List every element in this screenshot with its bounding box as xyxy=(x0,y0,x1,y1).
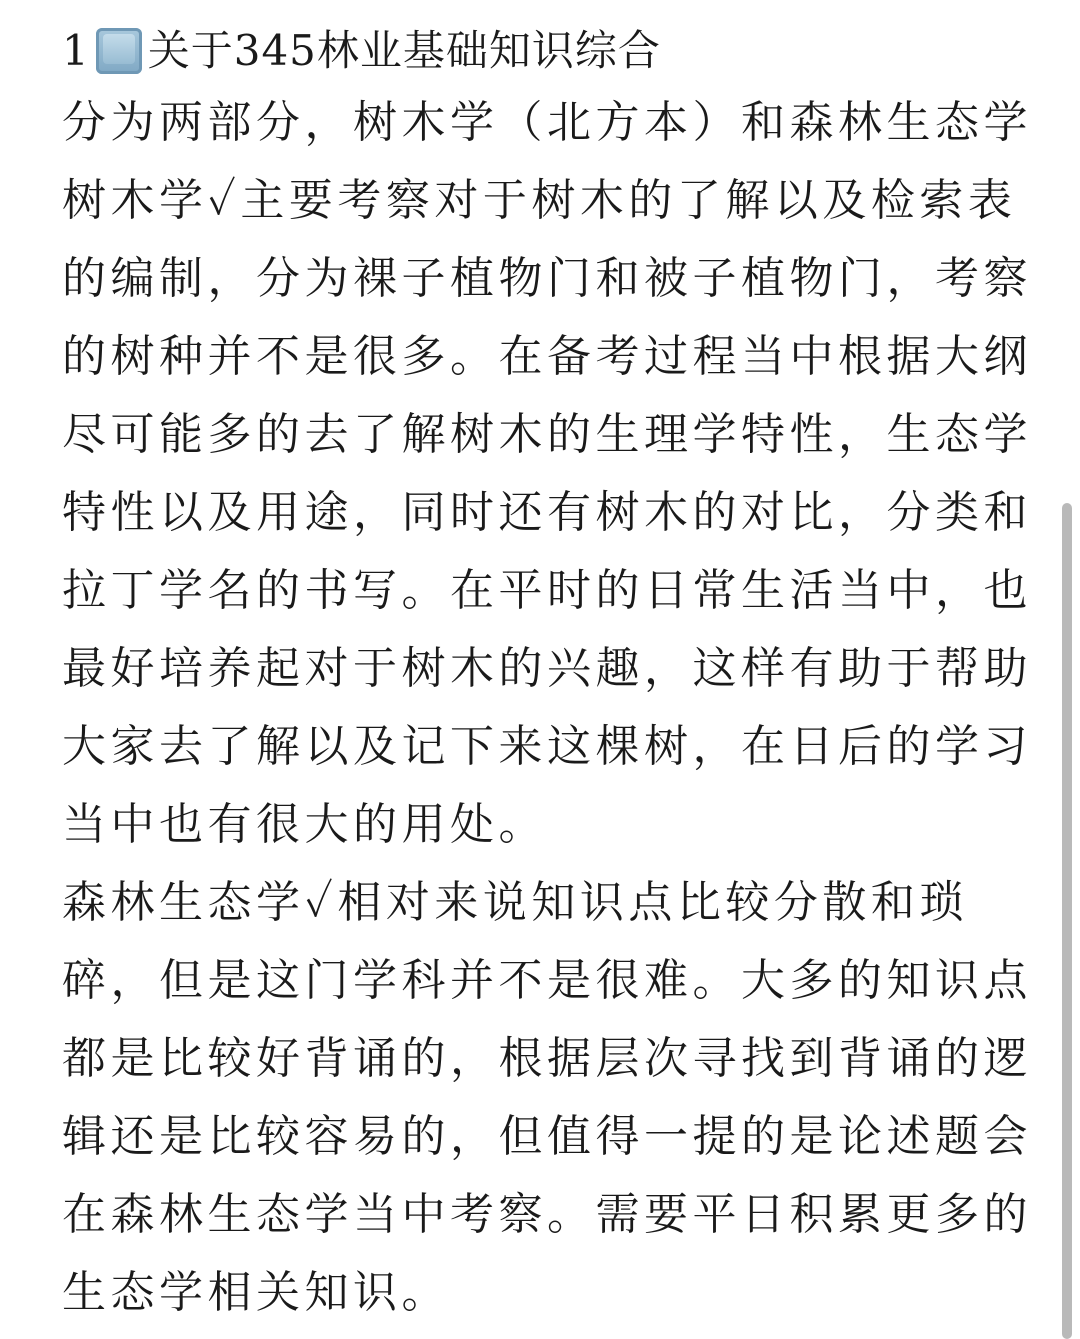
scrollbar[interactable] xyxy=(1060,0,1072,1339)
paragraph-forest-ecology xyxy=(62,864,1032,1332)
paragraph-dendrology xyxy=(62,84,1032,864)
text-line: 都是比较好背诵的，根据层次寻找到背诵的逻 xyxy=(62,1033,1032,1084)
text-line: 拉丁学名的书写。在平时的日常生活当中，也 xyxy=(62,565,1032,616)
text-line: 分为两部分，树木学（北方本）和森林生态学 xyxy=(62,97,1032,148)
text-line: 特性以及用途，同时还有树木的对比，分类和 xyxy=(62,487,1032,538)
article-title xyxy=(62,18,997,84)
text-line: 最好培养起对于树木的兴趣，这样有助于帮助 xyxy=(62,643,1032,694)
text-line: 森林生态学✓相对来说知识点比较分散和琐 xyxy=(62,877,968,928)
title-number: 1 xyxy=(62,26,90,75)
text-line: 的树种并不是很多。在备考过程当中根据大纲 xyxy=(62,331,1032,382)
text-line: 生态学相关知识。 xyxy=(62,1267,450,1318)
text-line: 在森林生态学当中考察。需要平日积累更多的 xyxy=(62,1189,1032,1240)
text-line: 树木学✓主要考察对于树木的了解以及检索表 xyxy=(62,175,1017,226)
text-line: 的编制，分为裸子植物门和被子植物门，考察 xyxy=(62,253,1032,304)
blue-square-icon xyxy=(96,28,142,74)
text-line: 辑还是比较容易的，但值得一提的是论述题会 xyxy=(62,1111,1032,1162)
text-line: 尽可能多的去了解树木的生理学特性，生态学 xyxy=(62,409,1032,460)
text-line: 碎，但是这门学科并不是很难。大多的知识点 xyxy=(62,955,1032,1006)
text-line: 大家去了解以及记下来这棵树，在日后的学习 xyxy=(62,721,1032,772)
text-line: 当中也有很大的用处。 xyxy=(62,799,547,850)
title-text: 关于345林业基础知识综合 xyxy=(147,26,661,75)
article-body xyxy=(62,18,1032,1332)
scrollbar-thumb[interactable] xyxy=(1062,503,1072,1339)
